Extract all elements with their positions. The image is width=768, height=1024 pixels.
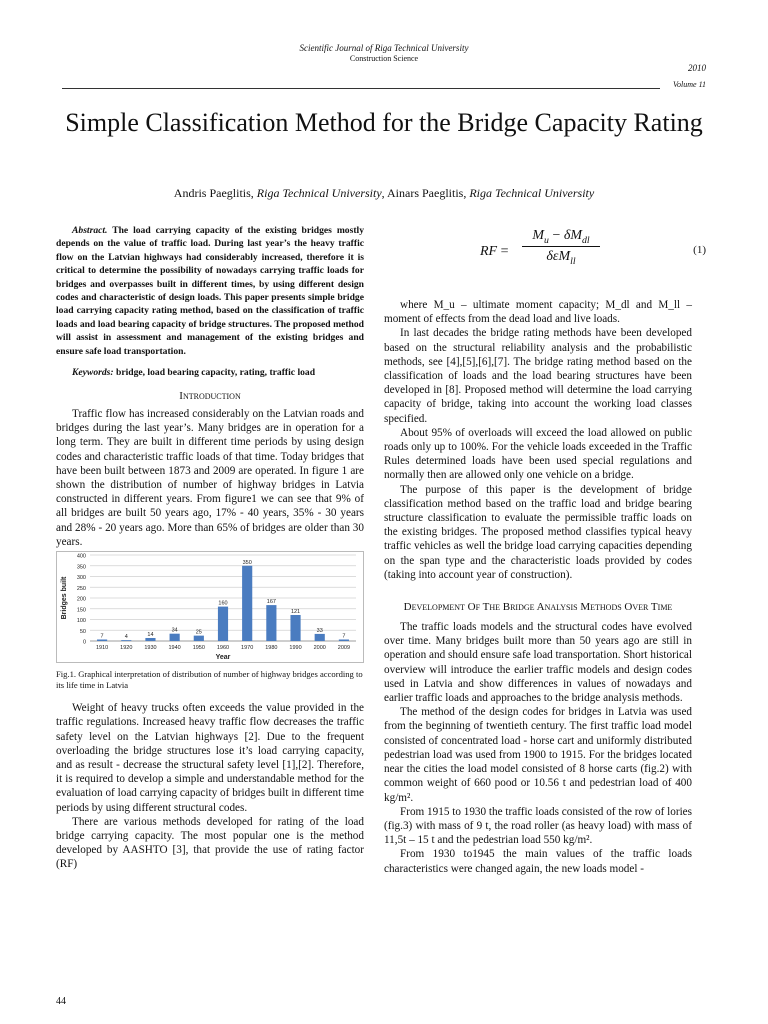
x-tick-label: 1930 <box>144 645 157 652</box>
y-tick-label: 350 <box>76 564 86 571</box>
data-label-1950: 25 <box>195 629 202 636</box>
header-rule <box>62 88 660 89</box>
bar-1910 <box>97 640 107 642</box>
author-2: Ainars Paeglitis <box>387 186 464 200</box>
bar-1980 <box>266 605 276 641</box>
x-tick-label: 1950 <box>192 645 205 652</box>
formula-mll-sub: ll <box>570 255 576 267</box>
abstract-label: Abstract. <box>72 225 108 236</box>
formula-equals: = <box>500 244 509 259</box>
y-tick-label: 0 <box>82 639 86 646</box>
x-tick-label: 1910 <box>95 645 109 652</box>
author-sep: , <box>250 186 257 200</box>
x-tick-label: 1960 <box>216 645 230 652</box>
data-label-2000: 33 <box>316 627 323 634</box>
affiliation-2: Riga Technical University <box>469 186 595 200</box>
data-label-1990: 121 <box>290 609 301 616</box>
data-label-1930: 14 <box>147 632 154 639</box>
right-paragraph-8: From 1930 to1945 the main values of the traffic loads characteristics were changed again, the new loads model - <box>384 848 692 875</box>
right-paragraph-2: In last decades the bridge rating methods have been developed based on the structural reliability analysis and the probabilistic methods, see [4],[5],[6],[7]. The bridge rating method based on the classification of loads and the load bearing structures have been developed in [8]. Proposed method will determine the load carrying capacity of bridge, taking into account the working load classes specified. <box>384 327 692 425</box>
right-paragraph-6: The method of the design codes for bridges in Latvia was used from the beginning of twentieth century. The first traffic load model consisted of concentrated load - horse cart and uniformly distributed pedestrian load was used from 1900 to 1915. For the bridges located near the cities the load model consisted of 8 horse carts (fig.2) with common weight of 660 pood or 10.56 t and pedestrian load of 400 kg/m². <box>384 706 692 804</box>
formula-numerator <box>522 228 600 247</box>
figure-1-caption: Fig.1. Graphical interpretation of distribution of number of highway bridges according to its life time in Latvia <box>56 669 363 691</box>
formula-mll: δεM <box>546 249 571 264</box>
journal-name: Scientific Journal of Riga Technical University <box>299 43 469 53</box>
bar-1930 <box>145 638 155 641</box>
x-tick-label: 1970 <box>241 645 254 652</box>
equation-number: (1) <box>693 244 706 256</box>
page-number: 44 <box>56 996 66 1007</box>
intro-paragraph-2: Weight of heavy trucks often exceeds the value provided in the traffic regulations. Increased heavy traffic flow decreases the traffic safety level on the Latvian highways [2]. Due to the frequent overloading the bridge structures lose it’s load carrying capacity, and as result - decrease the structural safety level [1],[2]. Therefore, it is required to develop a simple and understandable method for the evaluation of load carrying capacity of bridges built in different time periods by using different structural codes. <box>56 702 364 814</box>
right-paragraph-4: The purpose of this paper is the development of bridge classification method based on the traffic load and bridge bearing structure classification to evaluate the permissible traffic loads on the existing bridges. The proposed method classifies typical heavy traffic vehicles as well the bridge load carrying capacities depending on the span type and the characteristic loads provided by codes (taking into account year of construction). <box>384 483 692 581</box>
formula-mu: M <box>532 228 545 243</box>
left-column <box>56 224 364 872</box>
formula-mdl-sub: dl <box>582 234 590 246</box>
bar-1920 <box>121 640 131 641</box>
y-axis-label: Bridges built <box>61 576 68 620</box>
x-tick-label: 2009 <box>337 645 351 652</box>
x-tick-label: 1980 <box>265 645 278 652</box>
bar-1990 <box>290 615 300 641</box>
right-column <box>384 298 692 876</box>
formula-rf: RF <box>480 244 498 259</box>
section-heading-development: Development Of The Bridge Analysis Methods Over Time <box>403 601 673 614</box>
journal-year: 2010 <box>688 63 706 73</box>
section-heading-introduction: Introduction <box>179 390 241 403</box>
y-tick-label: 50 <box>79 628 86 635</box>
data-label-2009: 7 <box>342 633 346 640</box>
keywords-text: bridge, load bearing capacity, rating, traffic load <box>115 367 316 379</box>
x-tick-label: 1990 <box>289 645 302 652</box>
formula-fraction <box>522 228 600 265</box>
journal-volume: Volume 11 <box>673 80 706 89</box>
affiliation-1: Riga Technical University <box>256 186 382 200</box>
abstract <box>56 224 364 358</box>
intro-paragraph-1: Traffic flow has increased considerably on the Latvian roads and bridges during the last year’s. Many bridges are in operation for a long term. They are built in different time periods by using design codes and characteristic traffic loads of that time. Today bridges that have been built between 1873 and 2009 are operated. In figure 1 are shown the distribution of number of highway bridges in Latvia constructed in different years. From figure1 we can see that 9% of all bridges are built 50 years ago, 17% - 40 years, 35% - 30 years and 28% - 20 years ago. More than 65% of bridges are older than 30 years. <box>56 408 364 548</box>
y-tick-label: 300 <box>76 575 86 582</box>
bar-1940 <box>170 634 180 641</box>
y-tick-label: 200 <box>76 596 86 603</box>
journal-subtitle: Construction Science <box>349 54 419 63</box>
formula-lhs <box>480 244 509 260</box>
abstract-text: The load carrying capacity of the existing bridges mostly depends on the value of traffic load. During last year’s the heavy traffic flow on the Latvian highways had considerably increased, therefore it is critical to determine the possibility of nowadays carrying traffic loads for bridges and overpasses built in different times, by using different design codes and characteristic of design loads. This paper presents simple bridge load carrying capacity rating method, based on the classification of traffic loads and load bearing capacity of bridge structures. The proposed method will assist in assessment and management of the existing bridges and ensure safe load transportation. <box>56 225 364 357</box>
intro-paragraph-3: There are various methods developed for rating of the load bridge carrying capacity. The most popular one is the method developed by AASHTO [3], that provide the use of rating factor (RF) <box>56 815 364 871</box>
author-sep: , <box>463 186 470 200</box>
bar-1970 <box>242 566 252 641</box>
author-sep: , <box>381 186 387 200</box>
authors-line <box>60 186 708 201</box>
y-tick-label: 150 <box>76 607 86 614</box>
bar-1960 <box>218 607 228 641</box>
keywords-label: Keywords: <box>72 367 114 379</box>
bar-2009 <box>339 640 349 642</box>
formula-mu-sub: u <box>544 234 549 246</box>
x-tick-label: 2000 <box>313 645 326 652</box>
bar-2000 <box>315 634 325 641</box>
bridges-bar-chart <box>56 551 364 663</box>
keywords <box>56 366 364 379</box>
x-tick-label: 1940 <box>168 645 181 652</box>
formula-denominator <box>522 247 600 265</box>
x-tick-label: 1920 <box>120 645 133 652</box>
paper-title: Simple Classification Method for the Bridge Capacity Rating <box>65 108 703 137</box>
data-label-1920: 4 <box>124 634 128 641</box>
data-label-1970: 350 <box>242 559 252 566</box>
data-label-1980: 167 <box>266 599 276 606</box>
data-label-1940: 34 <box>171 627 178 634</box>
y-tick-label: 250 <box>76 585 86 592</box>
formula-mdl: δM <box>563 228 583 243</box>
right-paragraph-5: The traffic loads models and the structural codes have evolved over time. Many bridges built more than 50 years ago are still in operation and should ensure safe load transportation. Short historical overview will introduce the earlier traffic models and design codes used in Latvia and show differences in values of nowadays and earlier traffic loads and approaches to the bridge analysis methods. <box>384 621 692 705</box>
right-paragraph-7: From 1915 to 1930 the traffic loads consisted of the row of lories (fig.3) with mass of 9 t, the road roller (as heavy load) with mass of 11,5t – 15 t and the pedestrian load 550 kg/m². <box>384 805 692 847</box>
y-tick-label: 400 <box>76 553 86 560</box>
formula-minus: − <box>548 228 564 243</box>
x-axis-label: Year <box>215 654 231 662</box>
data-label-1910: 7 <box>100 633 104 640</box>
right-paragraph-3: About 95% of overloads will exceed the load allowed on public roads only up to 100%. For the vehicle loads exceeded in the Traffic Rules determined loads have been used special regulations and normally then are allowed only one vehicle on a bridge. <box>384 426 692 482</box>
author-1: Andris Paeglitis <box>173 186 251 200</box>
bar-1950 <box>194 636 204 641</box>
right-paragraph-1: where M_u – ultimate moment capacity; M_dl and M_ll – moment of effects from the dead load and live loads. <box>384 299 692 326</box>
y-tick-label: 100 <box>76 618 86 625</box>
data-label-1960: 160 <box>218 600 228 607</box>
